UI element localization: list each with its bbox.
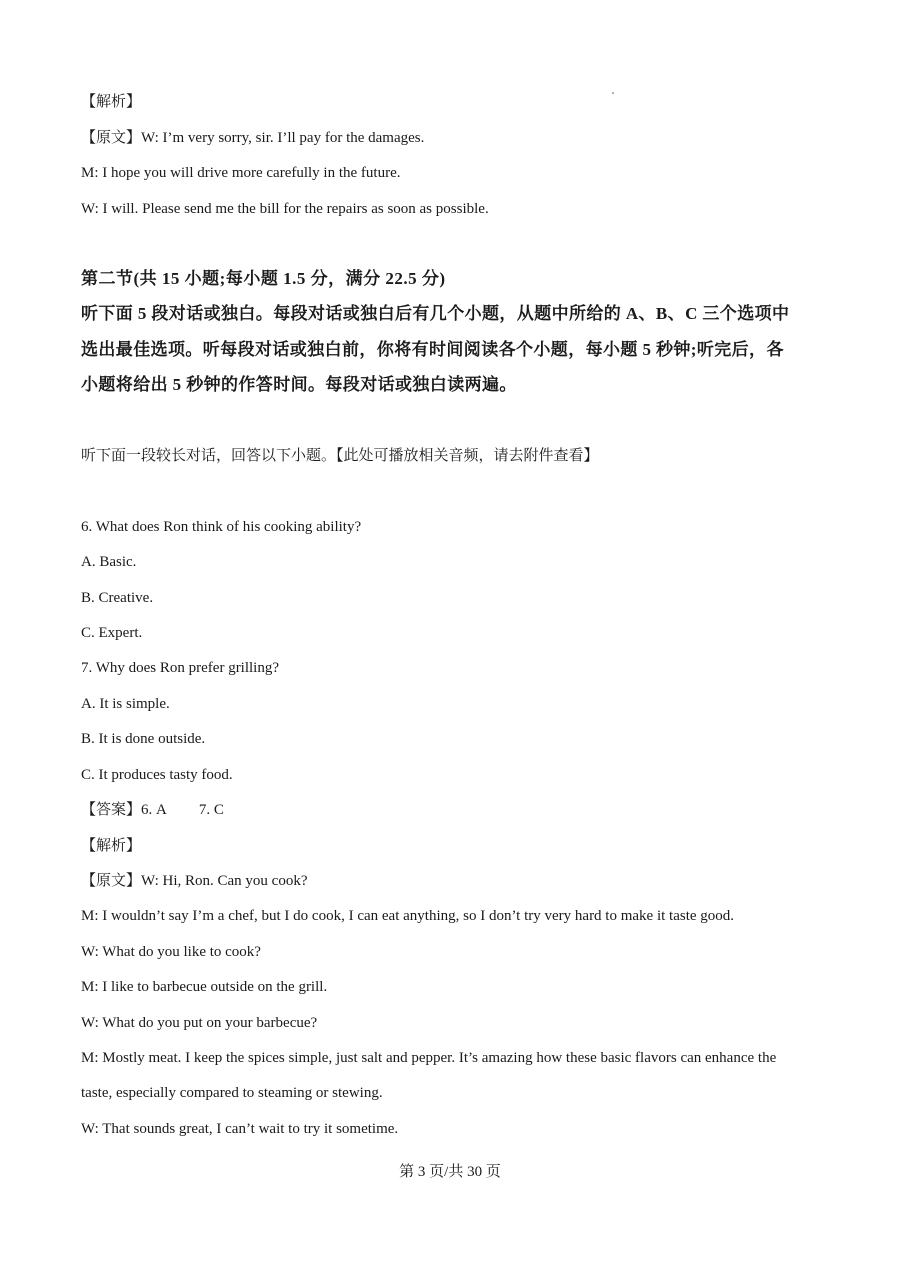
section-instruction: 选出最佳选项。听每段对话或独白前，你将有时间阅读各个小题，每小题 5 秒钟;听完后，各: [81, 340, 784, 359]
transcript-line: W: That sounds great, I can’t wait to try it sometime.: [81, 1121, 399, 1137]
transcript-line: M: I like to barbecue outside on the grill.: [81, 979, 328, 995]
analysis-label-top: 【解析】: [81, 94, 142, 110]
transcript-line: M: Mostly meat. I keep the spices simple, just salt and pepper. It’s amazing how these basic flavors can enhance the: [81, 1050, 777, 1066]
option-7a: A. It is simple.: [81, 696, 170, 712]
page-number: 第 3 页/共 30 页: [399, 1164, 501, 1180]
transcript-line: taste, especially compared to steaming or stewing.: [81, 1085, 383, 1101]
section-instruction: 小题将给出 5 秒钟的作答时间。每段对话或独白读两遍。: [81, 375, 517, 394]
transcript-line: W: What do you like to cook?: [81, 944, 261, 960]
option-6b: B. Creative.: [81, 590, 154, 606]
transcript-line: W: What do you put on your barbecue?: [81, 1015, 318, 1031]
transcript-line: 【原文】W: I’m very sorry, sir. I’ll pay for the damages.: [81, 130, 425, 146]
answer-line: [81, 800, 224, 820]
transcript-line: M: I wouldn’t say I’m a chef, but I do cook, I can eat anything, so I don’t try very hard to make it taste good.: [81, 908, 735, 924]
transcript-line: W: I will. Please send me the bill for the repairs as soon as possible.: [81, 201, 489, 217]
listening-prompt: 听下面一段较长对话，回答以下小题。【此处可播放相关音频，请去附件查看】: [81, 448, 599, 464]
option-6a: A. Basic.: [81, 554, 137, 570]
option-7b: B. It is done outside.: [81, 731, 206, 747]
question-6: 6. What does Ron think of his cooking ability?: [81, 519, 362, 535]
scan-speck: [612, 92, 614, 94]
question-7: 7. Why does Ron prefer grilling?: [81, 660, 280, 676]
analysis-label: 【解析】: [81, 838, 142, 854]
option-6c: C. Expert.: [81, 625, 143, 641]
option-7c: C. It produces tasty food.: [81, 767, 233, 783]
answer-7: 7. C: [198, 802, 224, 818]
transcript-line: 【原文】W: Hi, Ron. Can you cook?: [81, 873, 308, 889]
section-instruction: 听下面 5 段对话或独白。每段对话或独白后有几个小题，从题中所给的 A、B、C 三个选项中: [81, 304, 790, 323]
section-heading: 第二节(共 15 小题;每小题 1.5 分，满分 22.5 分): [81, 269, 446, 288]
transcript-line: M: I hope you will drive more carefully in the future.: [81, 165, 401, 181]
answer-6: 【答案】6. A: [81, 802, 167, 818]
